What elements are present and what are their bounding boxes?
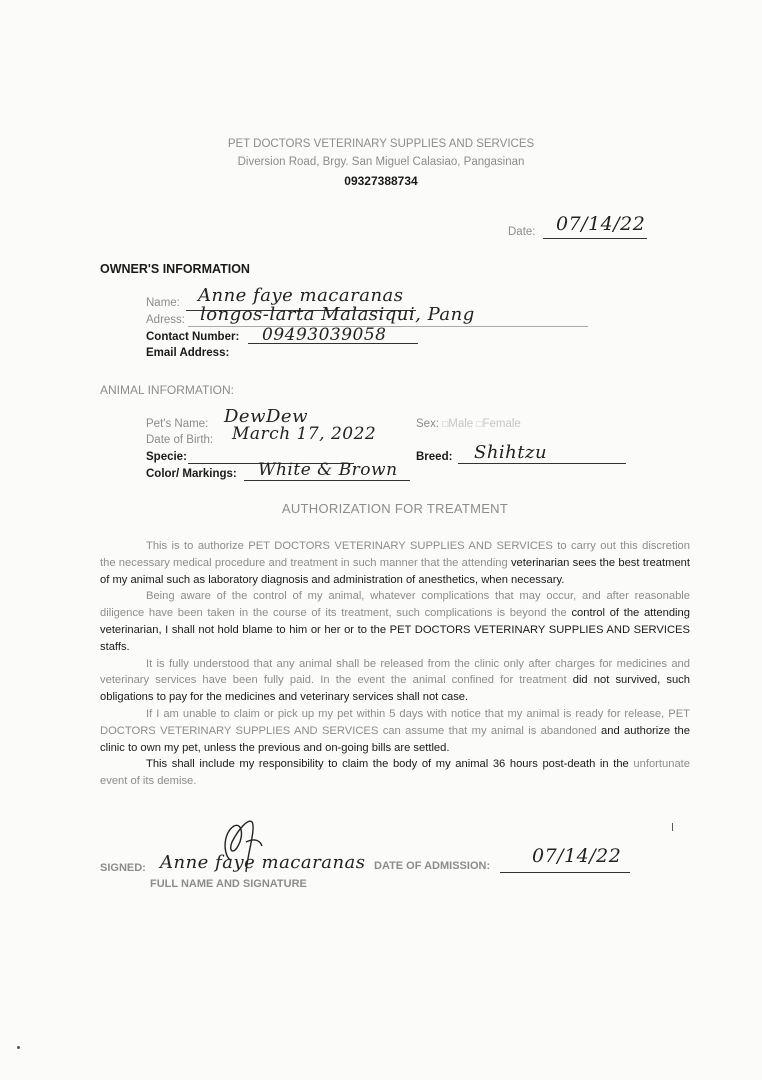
contact-value: 09493039058 [262,325,387,345]
admission-label: DATE OF ADMISSION: [374,860,491,872]
pet-name-value: DewDew [224,406,308,427]
address-label: Adress: [146,314,185,326]
address-line [188,326,588,327]
authorization-title: AUTHORIZATION FOR TREATMENT [281,501,509,516]
paragraph-3-dark: did not survived, such obligations to pay for the medicines and veterinary services shall not case. [100,674,691,704]
pet-name-label: Pet's Name: [146,418,209,430]
paragraph-5-dark: This shall include my responsibility to claim the body of my animal 36 hours post-death in the [146,758,629,771]
full-name-label: FULL NAME AND SIGNATURE [150,878,307,890]
date-value: 07/14/22 [556,213,646,235]
owner-heading: OWNER'S INFORMATION [100,262,250,276]
male-checkbox-icon: □ [442,419,449,430]
paragraph-3 [100,656,690,706]
paragraph-1-faded: This is to authorize PET DOCTORS VETERINARY SUPPLIES AND SERVICES to carry out this discretion the necessary medical procedure and treatment in such manner that the attending [100,540,690,569]
sex-label [416,418,521,430]
contact-label: Contact Number: [146,331,240,343]
female-checkbox-icon: □ [476,419,483,430]
admission-value: 07/14/22 [532,845,622,867]
sex-female: Female [482,418,521,430]
paragraph-5 [100,756,690,790]
name-label: Name: [146,297,180,309]
color-label: Color/ Markings: [146,468,237,480]
email-label: Email Address: [146,347,230,359]
owner-name-value: Anne faye macaranas [198,285,404,306]
paragraph-4-dark: and authorize the clinic to own my pet, unless the previous and on-going bills are settled. [100,724,690,754]
clinic-name: PET DOCTORS VETERINARY SUPPLIES AND SERVICES [227,138,535,150]
breed-label: Breed: [416,451,453,463]
date-label: Date: [508,226,536,238]
paragraph-2-dark: control of the attending veterinarian, I shall not hold blame to him or her or to the PET DOCTORS VETERINARY SUPPLIES AND SERVICES staffs. [100,607,690,653]
admission-line [500,872,630,873]
specie-label: Specie: [146,451,187,463]
signed-label: SIGNED: [100,862,146,874]
date-line [543,238,647,239]
animal-heading: ANIMAL INFORMATION: [100,383,235,397]
color-line [244,480,410,481]
paragraph-4 [100,706,690,756]
dob-value: March 17, 2022 [232,424,377,444]
sex-male: Male [448,418,474,430]
owner-address-value: longos-larta Malasiqui, Pang [200,304,475,325]
breed-line [458,463,626,464]
scan-speck [672,823,673,831]
dob-label: Date of Birth: [146,434,214,446]
paragraph-3-faded: It is fully understood that any animal shall be released from the clinic only after charges for medicines and veterinary services have been fully paid. In the event the animal confined for treatment [100,657,690,687]
clinic-phone: 09327388734 [344,174,418,188]
paragraph-4-faded: If I am unable to claim or pick up my pet within 5 days with notice that my animal is ready for release, PET DOCTORS VETERINARY SUPPLIES AND SERVICES can assume that my animal is abandoned [100,707,690,737]
paragraph-1 [100,538,690,588]
paragraph-1-dark: veterinarian sees the best treatment of my animal such as laboratory diagnosis and administration of anesthetics, when necessary. [100,556,691,586]
authorization-body [100,538,690,790]
paragraph-5-faded: unfortunate event of its demise. [100,758,690,788]
paragraph-2 [100,588,690,655]
color-value: White & Brown [258,460,398,480]
breed-value: Shihtzu [474,442,548,463]
paragraph-2-faded: Being aware of the control of my animal, whatever complications that may occur, and after reasonable diligence have been taken in the course of its treatment, such complications is beyond the [100,590,690,620]
clinic-address: Diversion Road, Brgy. San Miguel Calasiao, Pangasinan [237,156,525,168]
scan-speck [17,1046,20,1049]
signed-value: Anne faye macaranas [160,852,366,873]
sex-label-text: Sex: [416,418,440,430]
